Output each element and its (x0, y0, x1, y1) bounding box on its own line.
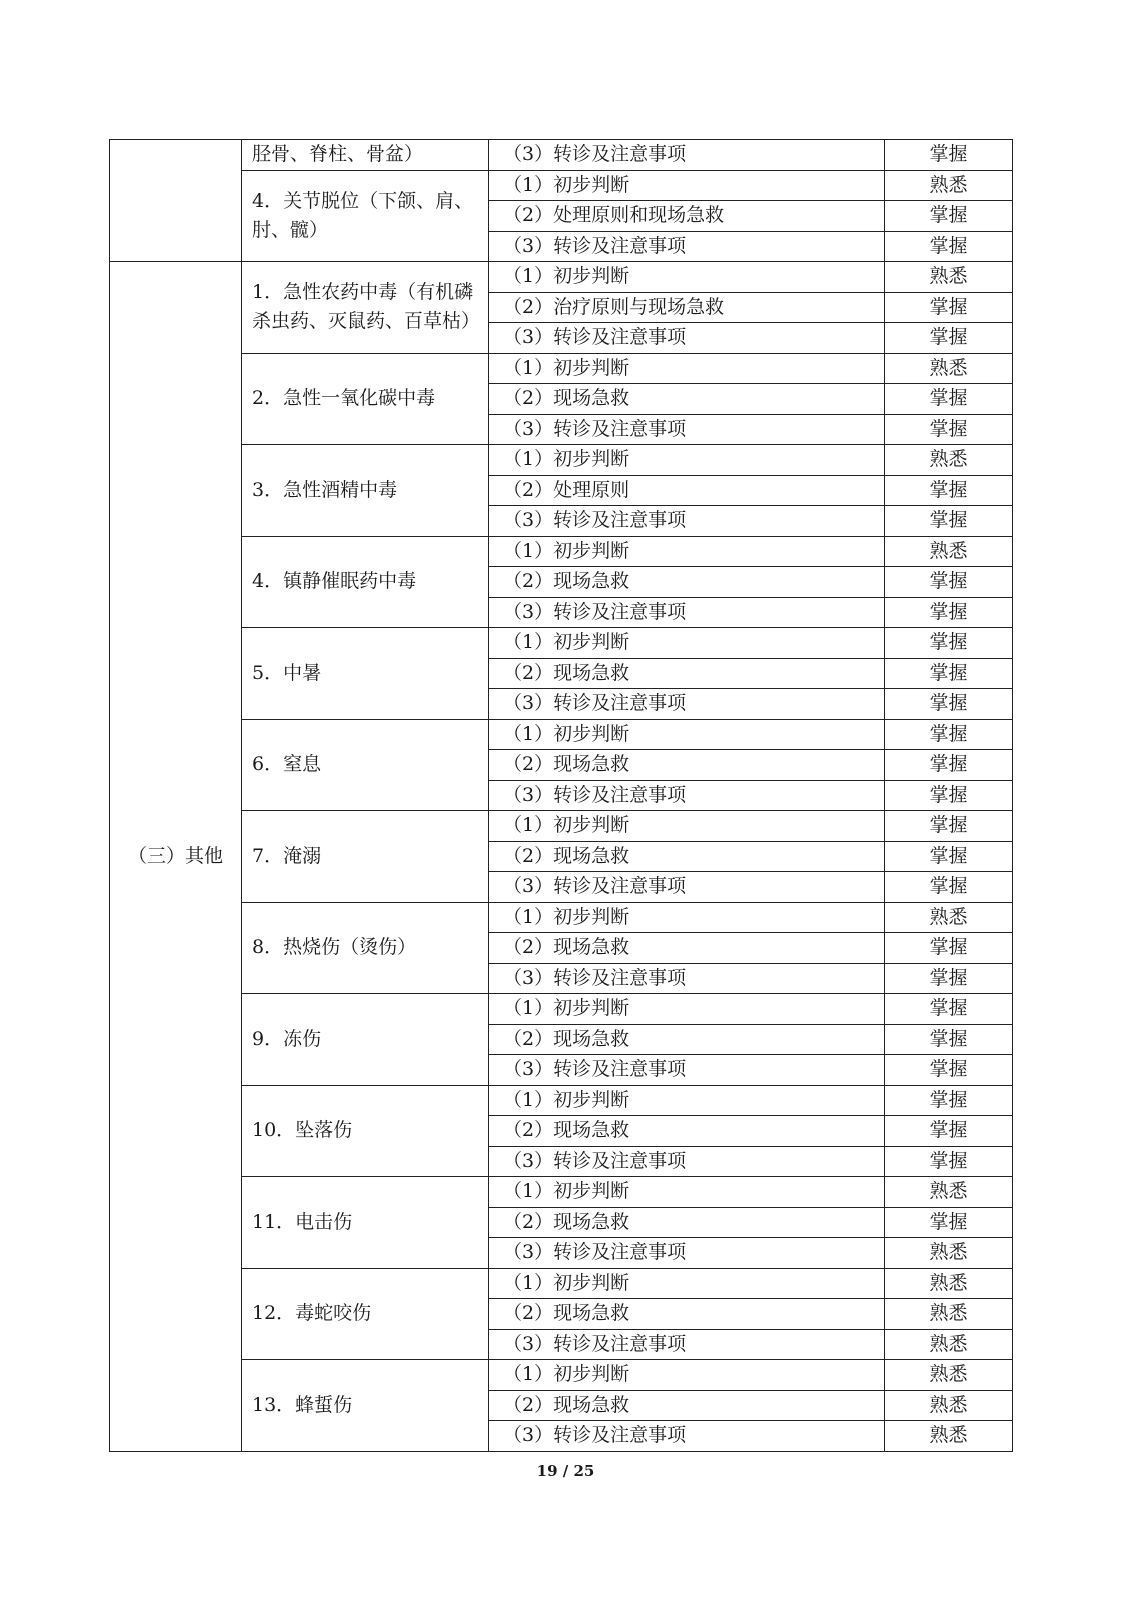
level-cell: 掌握 (885, 140, 1013, 171)
level-cell: 掌握 (885, 994, 1013, 1025)
level-cell: 熟悉 (885, 445, 1013, 476)
table-row (110, 628, 1013, 659)
item-cell: （1）初步判断 (489, 811, 885, 842)
topic-cell: 5．中暑 (242, 628, 489, 720)
level-cell: 掌握 (885, 872, 1013, 903)
topic-cell: 2．急性一氧化碳中毒 (242, 353, 489, 445)
level-cell: 熟悉 (885, 1360, 1013, 1391)
item-cell: （3）转诊及注意事项 (489, 597, 885, 628)
topic-cell: 10．坠落伤 (242, 1085, 489, 1177)
table-row (110, 1177, 1013, 1208)
item-cell: （2）现场急救 (489, 750, 885, 781)
table-row (110, 902, 1013, 933)
table-row (110, 353, 1013, 384)
level-cell: 熟悉 (885, 1390, 1013, 1421)
category-cell: （三）其他 (110, 262, 242, 1452)
level-cell: 掌握 (885, 384, 1013, 415)
item-cell: （3）转诊及注意事项 (489, 963, 885, 994)
table-row (110, 1085, 1013, 1116)
item-cell: （1）初步判断 (489, 536, 885, 567)
item-cell: （1）初步判断 (489, 902, 885, 933)
table-row (110, 1268, 1013, 1299)
item-cell: （1）初步判断 (489, 445, 885, 476)
table-row (110, 811, 1013, 842)
table-row (110, 1360, 1013, 1391)
topic-cell: 6．窒息 (242, 719, 489, 811)
level-cell: 掌握 (885, 811, 1013, 842)
level-cell: 掌握 (885, 567, 1013, 598)
level-cell: 熟悉 (885, 1177, 1013, 1208)
item-cell: （1）初步判断 (489, 353, 885, 384)
level-cell: 掌握 (885, 1085, 1013, 1116)
item-cell: （3）转诊及注意事项 (489, 1421, 885, 1452)
level-cell: 掌握 (885, 1055, 1013, 1086)
topic-cell: 13．蜂蜇伤 (242, 1360, 489, 1452)
item-cell: （3）转诊及注意事项 (489, 872, 885, 903)
table-row (110, 994, 1013, 1025)
level-cell: 熟悉 (885, 1299, 1013, 1330)
item-cell: （2）现场急救 (489, 1390, 885, 1421)
item-cell: （2）现场急救 (489, 841, 885, 872)
item-cell: （3）转诊及注意事项 (489, 1329, 885, 1360)
syllabus-table-body (110, 140, 1013, 1452)
level-cell: 掌握 (885, 414, 1013, 445)
level-cell: 熟悉 (885, 170, 1013, 201)
table-row (110, 719, 1013, 750)
item-cell: （3）转诊及注意事项 (489, 506, 885, 537)
level-cell: 熟悉 (885, 1268, 1013, 1299)
item-cell: （1）初步判断 (489, 170, 885, 201)
item-cell: （3）转诊及注意事项 (489, 414, 885, 445)
topic-cell: 4．关节脱位（下颌、肩、肘、髋） (242, 170, 489, 262)
item-cell: （3）转诊及注意事项 (489, 1146, 885, 1177)
topic-cell: 12．毒蛇咬伤 (242, 1268, 489, 1360)
item-cell: （2）现场急救 (489, 384, 885, 415)
level-cell: 掌握 (885, 689, 1013, 720)
level-cell: 熟悉 (885, 536, 1013, 567)
item-cell: （2）现场急救 (489, 1116, 885, 1147)
topic-cell: 3．急性酒精中毒 (242, 445, 489, 537)
level-cell: 掌握 (885, 231, 1013, 262)
level-cell: 掌握 (885, 628, 1013, 659)
item-cell: （1）初步判断 (489, 262, 885, 293)
topic-cell: 1．急性农药中毒（有机磷杀虫药、灭鼠药、百草枯） (242, 262, 489, 354)
level-cell: 掌握 (885, 750, 1013, 781)
page-number: 19 / 25 (536, 1462, 595, 1480)
level-cell: 掌握 (885, 506, 1013, 537)
level-cell: 掌握 (885, 1146, 1013, 1177)
item-cell: （1）初步判断 (489, 1268, 885, 1299)
topic-cell: 8．热烧伤（烫伤） (242, 902, 489, 994)
level-cell: 掌握 (885, 963, 1013, 994)
level-cell: 掌握 (885, 323, 1013, 354)
level-cell: 掌握 (885, 933, 1013, 964)
topic-cell: 9．冻伤 (242, 994, 489, 1086)
topic-cell: 4．镇静催眠药中毒 (242, 536, 489, 628)
item-cell: （3）转诊及注意事项 (489, 323, 885, 354)
level-cell: 熟悉 (885, 1238, 1013, 1269)
level-cell: 熟悉 (885, 353, 1013, 384)
item-cell: （1）初步判断 (489, 1177, 885, 1208)
category-cell (110, 140, 242, 262)
level-cell: 熟悉 (885, 1329, 1013, 1360)
level-cell: 掌握 (885, 1207, 1013, 1238)
level-cell: 掌握 (885, 1116, 1013, 1147)
item-cell: （1）初步判断 (489, 628, 885, 659)
item-cell: （3）转诊及注意事项 (489, 1055, 885, 1086)
syllabus-table (109, 139, 1013, 1452)
level-cell: 掌握 (885, 658, 1013, 689)
item-cell: （1）初步判断 (489, 994, 885, 1025)
level-cell: 掌握 (885, 475, 1013, 506)
topic-cell: 胫骨、脊柱、骨盆） (242, 140, 489, 171)
item-cell: （2）现场急救 (489, 1207, 885, 1238)
item-cell: （2）现场急救 (489, 933, 885, 964)
level-cell: 掌握 (885, 292, 1013, 323)
item-cell: （2）治疗原则与现场急救 (489, 292, 885, 323)
table-row (110, 262, 1013, 293)
table-row (110, 536, 1013, 567)
level-cell: 熟悉 (885, 1421, 1013, 1452)
level-cell: 掌握 (885, 719, 1013, 750)
item-cell: （1）初步判断 (489, 719, 885, 750)
level-cell: 掌握 (885, 1024, 1013, 1055)
table-row (110, 140, 1013, 171)
item-cell: （3）转诊及注意事项 (489, 780, 885, 811)
level-cell: 掌握 (885, 597, 1013, 628)
item-cell: （1）初步判断 (489, 1360, 885, 1391)
item-cell: （2）现场急救 (489, 567, 885, 598)
topic-cell: 7．淹溺 (242, 811, 489, 903)
level-cell: 掌握 (885, 201, 1013, 232)
item-cell: （3）转诊及注意事项 (489, 689, 885, 720)
item-cell: （3）转诊及注意事项 (489, 231, 885, 262)
item-cell: （2）现场急救 (489, 658, 885, 689)
level-cell: 熟悉 (885, 902, 1013, 933)
level-cell: 掌握 (885, 841, 1013, 872)
level-cell: 掌握 (885, 780, 1013, 811)
table-row (110, 170, 1013, 201)
item-cell: （2）处理原则 (489, 475, 885, 506)
table-row (110, 445, 1013, 476)
item-cell: （3）转诊及注意事项 (489, 140, 885, 171)
level-cell: 熟悉 (885, 262, 1013, 293)
topic-cell: 11．电击伤 (242, 1177, 489, 1269)
item-cell: （2）现场急救 (489, 1024, 885, 1055)
item-cell: （1）初步判断 (489, 1085, 885, 1116)
item-cell: （2）现场急救 (489, 1299, 885, 1330)
item-cell: （2）处理原则和现场急救 (489, 201, 885, 232)
item-cell: （3）转诊及注意事项 (489, 1238, 885, 1269)
